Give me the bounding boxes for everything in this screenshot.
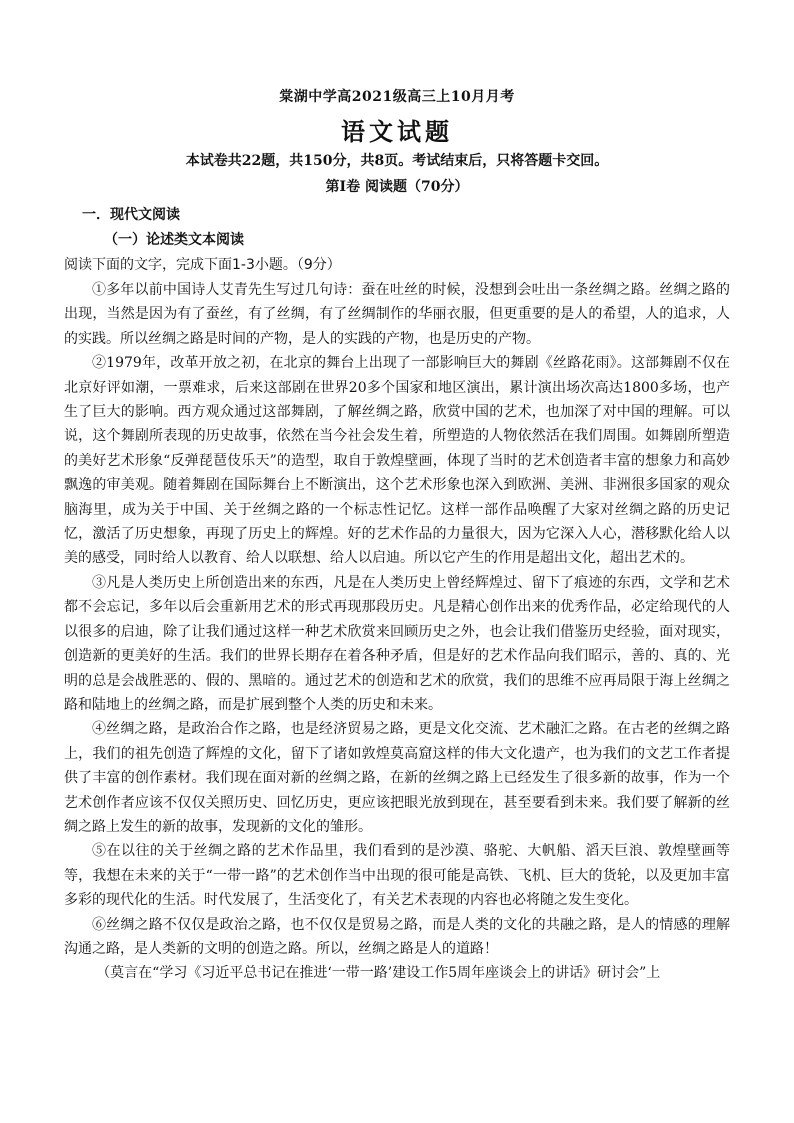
question-instruction: 阅读下面的文字，完成下面1-3小题。（9分） (64, 257, 341, 273)
article-paragraph-3: ③凡是人类历史上所创造出来的东西，凡是在人类历史上曾经辉煌过、留下了痕迹的东西，文学和艺术都不会忘记，多年以后会重新用艺术的形式再现那段历史。凡是精心创作出来的优秀作品，必定给现代的人以很多的启迪，除了让我们通过这样一种艺术欣赏来回顾历史之外，也会让我们借鉴历史经验，面对现实，创造新的更美好的生活。我们的世界长期存在着各种矛盾，但是好的艺术作品向我们昭示，善的、真的、光明的总是会战胜恶的、假的、黑暗的。通过艺术的创造和艺术的欣赏，我们的思维不应再局限于海上丝绸之路和陆地上的丝绸之路，而是扩展到整个人类的历史和未来。 (64, 574, 730, 713)
article-paragraph-2: ②1979年，改革开放之初，在北京的舞台上出现了一部影响巨大的舞剧《丝路花雨》。这部舞剧不仅在北京好评如潮，一票难求，后来这部剧在世界20多个国家和地区演出，累计演出场次高达1800多场，也产生了巨大的影响。西方观众通过这部舞剧，了解丝绸之路，欣赏中国的艺术，也加深了对中国的理解。可以说，这个舞剧所表现的历史故事，依然在当今社会发生着，所塑造的人物依然活在我们周围。如舞剧所塑造的美好艺术形象“反弹琵琶伎乐天”的造型，取自于敦煌壁画，体现了当时的艺术创造者丰富的想象力和高妙飘逸的审美观。随着舞剧在国际舞台上不断演出，这个艺术形象也深入到欧洲、美洲、非洲很多国家的观众脑海里，成为关于中国、关于丝绸之路的一个标志性记忆。这样一部作品唤醒了大家对丝绸之路的历史记忆，激活了历史想象，再现了历史上的辉煌。好的艺术作品的力量很大，因为它深入人心，潜移默化给人以美的感受，同时给人以教育、给人以联想、给人以启迪。所以它产生的作用是超出文化，超出艺术的。 (64, 355, 730, 567)
article-paragraph-6: ⑥丝绸之路不仅仅是政治之路，也不仅仅是贸易之路，而是人类的文化的共融之路，是人的情感的理解沟通之路，是人类新的文明的创造之路。所以，丝绸之路是人的道路！ (64, 916, 730, 957)
article-paragraph-5: ⑤在以往的关于丝绸之路的艺术作品里，我们看到的是沙漠、骆驼、大帆船、滔天巨浪、敦煌壁画等等，我想在未来的关于“一带一路”的艺术创作当中出现的很可能是高铁、飞机、巨大的货轮，以及更加丰富多彩的现代化的生活。时代发展了，生活变化了，有关艺术表现的内容也必将随之发生变化。 (64, 843, 730, 909)
exam-notice: 本试卷共22题，共150分，共8页。考试结束后，只将答题卡交回。 (185, 153, 609, 169)
article-paragraph-4: ④丝绸之路，是政治合作之路，也是经济贸易之路，更是文化交流、艺术融汇之路。在古老的丝绸之路上，我们的祖先创造了辉煌的文化，留下了诸如敦煌莫高窟这样的伟大文化遗产，也为我们的文艺工作者提供了丰富的创作素材。我们现在面对新的丝绸之路，在新的丝绸之路上已经发生了很多新的故事，作为一个艺术创作者应该不仅仅关照历史、回忆历史，更应该把眼光放到现在，甚至要看到未来。我们要了解新的丝绸之路上发生的新的故事，发现新的文化的雏形。 (64, 721, 730, 835)
part-title: 第Ⅰ卷 阅读题（70分） (325, 179, 469, 195)
school-exam-title: 棠湖中学高2021级高三上10月月考 (279, 89, 515, 105)
exam-subject-title: 语文试题 (341, 117, 453, 146)
article-paragraph-1: ①多年以前中国诗人艾青先生写过几句诗：蚕在吐丝的时候，没想到会吐出一条丝绸之路。丝绸之路的出现，当然是因为有了蚕丝，有了丝绸，有了丝绸制作的华丽衣服，但更重要的是人的希望，人的追求，人的实践。所以丝绸之路是时间的产物，是人的实践的产物，也是历史的产物。 (64, 282, 730, 347)
article-body (64, 278, 730, 986)
section-title: 一．现代文阅读 (82, 207, 180, 223)
article-source: （莫言在“学习《习近平总书记在推进‘一带一路’建设工作5周年座谈会上的讲话》研讨会”上 (96, 965, 661, 982)
subsection-title: （一）论述类文本阅读 (104, 232, 244, 248)
